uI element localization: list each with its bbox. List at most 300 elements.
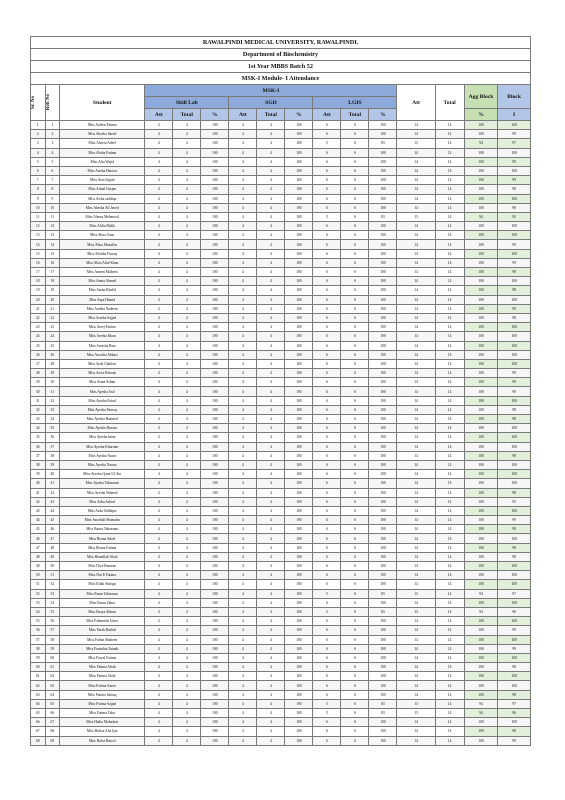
cell-name: Miss Areesha Riaz: [60, 341, 145, 350]
cell-sgd-att: 4: [229, 736, 257, 745]
cell-att: 14: [397, 644, 435, 653]
cell-sl-pct: 100: [201, 644, 229, 653]
cell-lg-pct: 100: [369, 313, 397, 322]
cell-total: 14: [435, 212, 464, 221]
cell-sgd-tot: 4: [257, 369, 285, 378]
cell-lg-tot: 6: [341, 598, 369, 607]
cell-sgd-tot: 4: [257, 166, 285, 175]
cell-sl-tot: 4: [173, 157, 201, 166]
cell-sl-pct: 100: [201, 571, 229, 580]
cell-block: 96: [498, 709, 531, 718]
table-row: [31, 249, 531, 258]
cell-name: Miss Aiza Sajjad: [60, 176, 145, 185]
cell-sl-pct: 100: [201, 359, 229, 368]
cell-block: 100: [498, 580, 531, 589]
cell-sgd-att: 4: [229, 699, 257, 708]
cell-block: 99: [498, 626, 531, 635]
cell-sgd-tot: 4: [257, 626, 285, 635]
cell-total: 14: [435, 727, 464, 736]
cell-sl-pct: 100: [201, 332, 229, 341]
cell-lg-pct: 100: [369, 433, 397, 442]
cell-att: 14: [397, 369, 435, 378]
cell-name: Miss Alifia Malik: [60, 222, 145, 231]
cell-agg: 94: [464, 699, 498, 708]
cell-sgd-pct: 100: [285, 690, 313, 699]
table-row: [31, 543, 531, 552]
cell-sgd-pct: 100: [285, 249, 313, 258]
cell-sl-tot: 4: [173, 313, 201, 322]
cell-total: 14: [435, 222, 464, 231]
cell-agg: 100: [464, 534, 498, 543]
cell-sl-att: 4: [145, 121, 173, 130]
cell-total: 14: [435, 672, 464, 681]
cell-sgd-tot: 4: [257, 663, 285, 672]
cell-sgd-att: 4: [229, 626, 257, 635]
cell-sgd-pct: 100: [285, 286, 313, 295]
cell-sgd-pct: 100: [285, 203, 313, 212]
cell-lg-pct: 100: [369, 387, 397, 396]
cell-sl-pct: 100: [201, 185, 229, 194]
cell-sgd-att: 4: [229, 534, 257, 543]
cell-lg-pct: 100: [369, 359, 397, 368]
cell-sl-att: 4: [145, 488, 173, 497]
cell-sr: 7: [31, 176, 46, 185]
cell-block: 98: [498, 488, 531, 497]
cell-name: Miss Akesha Ali Javed: [60, 203, 145, 212]
cell-sgd-pct: 100: [285, 497, 313, 506]
cell-sl-pct: 100: [201, 617, 229, 626]
cell-sl-tot: 4: [173, 727, 201, 736]
cell-total: 14: [435, 313, 464, 322]
cell-total: 14: [435, 607, 464, 616]
cell-sl-pct: 100: [201, 690, 229, 699]
cell-agg: 100: [464, 295, 498, 304]
cell-block: 98: [498, 543, 531, 552]
cell-lg-att: 6: [313, 736, 341, 745]
cell-sr: 65: [31, 709, 46, 718]
cell-sgd-att: 4: [229, 396, 257, 405]
table-row: [31, 194, 531, 203]
cell-lg-tot: 6: [341, 295, 369, 304]
cell-lg-tot: 6: [341, 268, 369, 277]
cell-total: 14: [435, 617, 464, 626]
cell-lg-tot: 6: [341, 369, 369, 378]
cell-lg-att: 6: [313, 194, 341, 203]
cell-att: 14: [397, 663, 435, 672]
cell-sgd-att: 4: [229, 598, 257, 607]
cell-lg-pct: 100: [369, 258, 397, 267]
cell-agg: 94: [464, 589, 498, 598]
cell-sgd-pct: 100: [285, 644, 313, 653]
lgis-pct-header: %: [369, 109, 397, 121]
cell-sgd-pct: 100: [285, 396, 313, 405]
cell-lg-pct: 100: [369, 369, 397, 378]
cell-sgd-att: 4: [229, 258, 257, 267]
cell-sgd-att: 4: [229, 663, 257, 672]
cell-total: 14: [435, 341, 464, 350]
cell-sgd-pct: 100: [285, 460, 313, 469]
cell-total: 14: [435, 681, 464, 690]
cell-sr: 32: [31, 405, 46, 414]
cell-sl-att: 4: [145, 240, 173, 249]
cell-roll: 11: [45, 212, 60, 221]
cell-sgd-tot: 4: [257, 580, 285, 589]
cell-lg-tot: 6: [341, 534, 369, 543]
cell-lg-tot: 6: [341, 709, 369, 718]
cell-sgd-pct: 100: [285, 562, 313, 571]
cell-lg-pct: 100: [369, 323, 397, 332]
cell-att: 14: [397, 350, 435, 359]
cell-sl-att: 4: [145, 736, 173, 745]
cell-att: 13: [397, 139, 435, 148]
cell-lg-tot: 6: [341, 589, 369, 598]
cell-roll: 3: [45, 139, 60, 148]
cell-sgd-tot: 4: [257, 148, 285, 157]
cell-sl-att: 4: [145, 709, 173, 718]
cell-sl-att: 4: [145, 277, 173, 286]
cell-total: 14: [435, 598, 464, 607]
table-row: [31, 497, 531, 506]
cell-sgd-pct: 100: [285, 166, 313, 175]
cell-sgd-att: 4: [229, 378, 257, 387]
cell-lg-att: 6: [313, 313, 341, 322]
cell-sr: 44: [31, 516, 46, 525]
cell-sl-pct: 100: [201, 222, 229, 231]
cell-block: 98: [498, 185, 531, 194]
cell-total: 14: [435, 699, 464, 708]
cell-total: 14: [435, 736, 464, 745]
cell-sr: 43: [31, 506, 46, 515]
block-i-header: I: [498, 109, 531, 121]
cell-sgd-att: 4: [229, 653, 257, 662]
cell-block: 98: [498, 415, 531, 424]
cell-sl-tot: 4: [173, 341, 201, 350]
cell-lg-att: 6: [313, 249, 341, 258]
cell-sgd-pct: 100: [285, 139, 313, 148]
cell-lg-att: 6: [313, 552, 341, 561]
cell-roll: 48: [45, 543, 60, 552]
cell-sgd-pct: 100: [285, 277, 313, 286]
cell-att: 14: [397, 176, 435, 185]
cell-roll: 5: [45, 157, 60, 166]
cell-block: 100: [498, 249, 531, 258]
cell-sr: 6: [31, 166, 46, 175]
cell-name: Miss Azka Siddique: [60, 506, 145, 515]
cell-sgd-pct: 100: [285, 607, 313, 616]
cell-sl-tot: 4: [173, 405, 201, 414]
cell-block: 99: [498, 387, 531, 396]
cell-lg-tot: 6: [341, 304, 369, 313]
cell-lg-pct: 83: [369, 699, 397, 708]
cell-sl-tot: 4: [173, 249, 201, 258]
cell-lg-att: 6: [313, 415, 341, 424]
cell-sgd-pct: 100: [285, 727, 313, 736]
cell-sl-pct: 100: [201, 497, 229, 506]
cell-total: 14: [435, 497, 464, 506]
cell-att: 14: [397, 543, 435, 552]
cell-att: 14: [397, 277, 435, 286]
table-row: [31, 185, 531, 194]
cell-sl-tot: 4: [173, 451, 201, 460]
cell-roll: 63: [45, 681, 60, 690]
cell-sl-pct: 100: [201, 442, 229, 451]
cell-sl-pct: 100: [201, 506, 229, 515]
cell-sl-tot: 4: [173, 488, 201, 497]
cell-lg-tot: 6: [341, 617, 369, 626]
cell-agg: 100: [464, 562, 498, 571]
cell-total: 14: [435, 148, 464, 157]
cell-sgd-tot: 4: [257, 121, 285, 130]
cell-sl-pct: 100: [201, 139, 229, 148]
cell-sl-tot: 4: [173, 378, 201, 387]
cell-total: 14: [435, 194, 464, 203]
cell-name: Miss Ameen Mubeen: [60, 268, 145, 277]
cell-agg: 100: [464, 690, 498, 699]
cell-roll: 66: [45, 709, 60, 718]
cell-sl-att: 4: [145, 258, 173, 267]
cell-total: 14: [435, 157, 464, 166]
cell-att: 14: [397, 626, 435, 635]
table-row: [31, 139, 531, 148]
cell-sr: 51: [31, 580, 46, 589]
cell-lg-tot: 6: [341, 442, 369, 451]
cell-lg-tot: 6: [341, 359, 369, 368]
cell-sgd-pct: 100: [285, 451, 313, 460]
cell-sgd-tot: 4: [257, 690, 285, 699]
sgd-pct-header: %: [285, 109, 313, 121]
cell-name: Miss Bisma Fatima: [60, 543, 145, 552]
cell-sr: 23: [31, 323, 46, 332]
cell-sgd-tot: 4: [257, 433, 285, 442]
cell-sl-tot: 4: [173, 672, 201, 681]
table-row: [31, 617, 531, 626]
cell-name: Miss Diya Ramzan: [60, 562, 145, 571]
cell-sl-att: 4: [145, 479, 173, 488]
cell-att: 14: [397, 451, 435, 460]
cell-name: Miss Aroosha Abbasi: [60, 350, 145, 359]
cell-lg-att: 6: [313, 470, 341, 479]
cell-sgd-att: 4: [229, 672, 257, 681]
cell-sl-tot: 4: [173, 240, 201, 249]
cell-sgd-pct: 100: [285, 194, 313, 203]
cell-sgd-att: 4: [229, 359, 257, 368]
skill-lab-total-header: Total: [173, 109, 201, 121]
cell-lg-tot: 6: [341, 552, 369, 561]
cell-lg-pct: 100: [369, 460, 397, 469]
cell-roll: 6: [45, 166, 60, 175]
cell-sl-pct: 100: [201, 433, 229, 442]
cell-agg: 100: [464, 378, 498, 387]
cell-sl-tot: 4: [173, 424, 201, 433]
cell-name: Miss Aaleen Fatima: [60, 121, 145, 130]
cell-sgd-tot: 4: [257, 286, 285, 295]
cell-att: 14: [397, 157, 435, 166]
cell-sgd-pct: 100: [285, 663, 313, 672]
cell-att: 13: [397, 607, 435, 616]
cell-lg-tot: 6: [341, 176, 369, 185]
cell-lg-tot: 6: [341, 690, 369, 699]
cell-sl-att: 4: [145, 157, 173, 166]
cell-sl-att: 4: [145, 139, 173, 148]
cell-lg-pct: 100: [369, 525, 397, 534]
cell-name: Miss Ayesha Farooq: [60, 405, 145, 414]
table-row: [31, 277, 531, 286]
cell-sl-tot: 4: [173, 635, 201, 644]
cell-lg-tot: 6: [341, 424, 369, 433]
cell-roll: 37: [45, 442, 60, 451]
cell-lg-tot: 6: [341, 497, 369, 506]
table-row: [31, 470, 531, 479]
cell-sgd-tot: 4: [257, 268, 285, 277]
cell-sgd-att: 4: [229, 212, 257, 221]
cell-name: Miss Faryal Fatima: [60, 653, 145, 662]
cell-lg-pct: 100: [369, 415, 397, 424]
cell-att: 14: [397, 460, 435, 469]
cell-att: 14: [397, 341, 435, 350]
cell-block: 95: [498, 497, 531, 506]
cell-total: 14: [435, 690, 464, 699]
cell-sgd-att: 4: [229, 415, 257, 424]
cell-roll: 7: [45, 176, 60, 185]
cell-att: 14: [397, 323, 435, 332]
cell-sl-att: 4: [145, 516, 173, 525]
cell-lg-tot: 6: [341, 653, 369, 662]
cell-roll: 54: [45, 598, 60, 607]
cell-agg: 100: [464, 525, 498, 534]
table-row: [31, 268, 531, 277]
cell-sl-att: 4: [145, 304, 173, 313]
cell-lg-pct: 100: [369, 176, 397, 185]
cell-block: 100: [498, 681, 531, 690]
cell-name: Miss Abeera Adeel: [60, 139, 145, 148]
cell-sl-pct: 100: [201, 121, 229, 130]
cell-block: 100: [498, 442, 531, 451]
cell-sgd-tot: 4: [257, 304, 285, 313]
cell-roll: 53: [45, 589, 60, 598]
cell-name: Miss Areeba Nadeem: [60, 304, 145, 313]
cell-lg-pct: 83: [369, 139, 397, 148]
cell-agg: 100: [464, 644, 498, 653]
cell-sgd-att: 4: [229, 295, 257, 304]
cell-sr: 11: [31, 212, 46, 221]
cell-roll: 52: [45, 580, 60, 589]
cell-sgd-tot: 4: [257, 332, 285, 341]
cell-lg-att: 6: [313, 130, 341, 139]
sgd-total-header: Total: [257, 109, 285, 121]
cell-sgd-tot: 4: [257, 589, 285, 598]
cell-name: Miss Eman Zahra: [60, 598, 145, 607]
cell-agg: 100: [464, 323, 498, 332]
cell-roll: 35: [45, 424, 60, 433]
cell-name: Miss Ayesha Waheed: [60, 488, 145, 497]
cell-roll: 24: [45, 332, 60, 341]
cell-sgd-att: 4: [229, 479, 257, 488]
cell-total: 14: [435, 378, 464, 387]
cell-sgd-pct: 100: [285, 552, 313, 561]
cell-lg-att: 6: [313, 543, 341, 552]
cell-block: 100: [498, 672, 531, 681]
cell-lg-tot: 6: [341, 166, 369, 175]
cell-lg-tot: 6: [341, 525, 369, 534]
cell-lg-att: 6: [313, 286, 341, 295]
cell-total: 14: [435, 552, 464, 561]
cell-sl-pct: 100: [201, 552, 229, 561]
cell-sgd-pct: 100: [285, 589, 313, 598]
cell-lg-tot: 6: [341, 231, 369, 240]
cell-sl-tot: 4: [173, 277, 201, 286]
cell-name: Miss Ayda Ghaffari: [60, 359, 145, 368]
cell-sl-att: 4: [145, 598, 173, 607]
cell-sgd-pct: 100: [285, 231, 313, 240]
cell-att: 14: [397, 635, 435, 644]
cell-sgd-pct: 100: [285, 580, 313, 589]
cell-lg-att: 6: [313, 617, 341, 626]
cell-sgd-att: 4: [229, 562, 257, 571]
cell-sgd-att: 4: [229, 157, 257, 166]
cell-lg-att: 6: [313, 166, 341, 175]
cell-block: 100: [498, 231, 531, 240]
cell-roll: 60: [45, 653, 60, 662]
cell-block: 98: [498, 313, 531, 322]
cell-sgd-tot: 4: [257, 194, 285, 203]
cell-sgd-att: 4: [229, 690, 257, 699]
cell-block: 100: [498, 571, 531, 580]
cell-block: 100: [498, 470, 531, 479]
cell-sgd-tot: 4: [257, 323, 285, 332]
cell-att: 14: [397, 488, 435, 497]
cell-agg: 100: [464, 203, 498, 212]
cell-sgd-pct: 100: [285, 405, 313, 414]
cell-roll: 13: [45, 231, 60, 240]
cell-sl-att: 4: [145, 130, 173, 139]
cell-sgd-pct: 100: [285, 424, 313, 433]
cell-sgd-att: 4: [229, 617, 257, 626]
cell-block: 100: [498, 424, 531, 433]
cell-total: 14: [435, 166, 464, 175]
cell-agg: 100: [464, 460, 498, 469]
cell-sgd-tot: 4: [257, 470, 285, 479]
cell-total: 14: [435, 304, 464, 313]
cell-lg-pct: 100: [369, 516, 397, 525]
cell-sl-pct: 100: [201, 405, 229, 414]
cell-sgd-pct: 100: [285, 359, 313, 368]
cell-agg: 100: [464, 552, 498, 561]
cell-lg-att: 6: [313, 497, 341, 506]
cell-sgd-att: 4: [229, 442, 257, 451]
cell-block: 100: [498, 359, 531, 368]
cell-lg-att: 6: [313, 516, 341, 525]
cell-lg-pct: 100: [369, 194, 397, 203]
cell-sgd-tot: 4: [257, 644, 285, 653]
cell-lg-pct: 100: [369, 552, 397, 561]
cell-sr: 12: [31, 222, 46, 231]
table-row: [31, 460, 531, 469]
cell-sl-att: 4: [145, 718, 173, 727]
cell-block: 100: [498, 617, 531, 626]
cell-agg: 100: [464, 497, 498, 506]
cell-sr: 34: [31, 424, 46, 433]
cell-agg: 100: [464, 194, 498, 203]
cell-sl-att: 4: [145, 460, 173, 469]
cell-total: 14: [435, 369, 464, 378]
cell-lg-tot: 6: [341, 580, 369, 589]
cell-sgd-att: 4: [229, 277, 257, 286]
cell-total: 14: [435, 479, 464, 488]
cell-total: 14: [435, 249, 464, 258]
cell-lg-att: 5: [313, 589, 341, 598]
cell-lg-tot: 6: [341, 488, 369, 497]
table-row: [31, 699, 531, 708]
